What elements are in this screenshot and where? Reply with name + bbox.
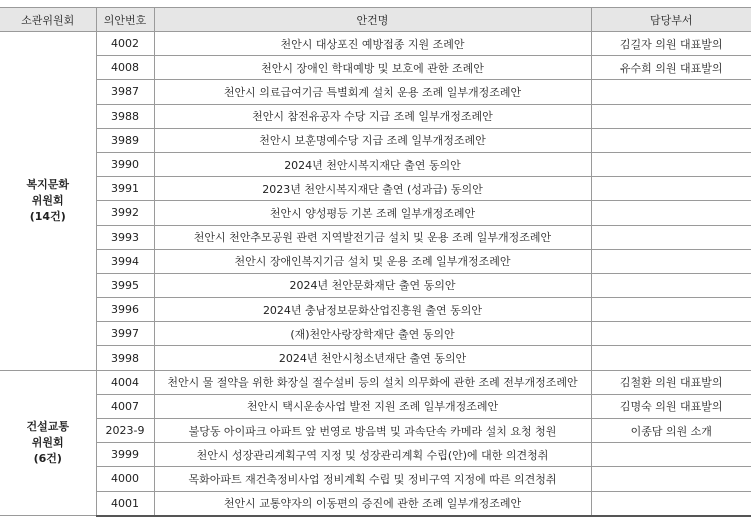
table-header-row: [0, 8, 751, 32]
bill-number-cell: 3991: [96, 177, 154, 201]
department-cell: 이종담 의원 소개: [591, 419, 751, 443]
department-cell: [591, 225, 751, 249]
agenda-title-cell: 천안시 택시운송사업 발전 지원 조례 일부개정조례안: [154, 394, 591, 418]
agenda-title-cell: 천안시 성장관리계획구역 지정 및 성장관리계획 수립(안)에 대한 의견청취: [154, 443, 591, 467]
department-cell: [591, 201, 751, 225]
bill-number-cell: 4004: [96, 370, 154, 394]
bill-number-cell: 4008: [96, 56, 154, 80]
agenda-title-cell: 천안시 물 절약을 위한 화장실 절수설비 등의 설치 의무화에 관한 조례 전부개정조례안: [154, 370, 591, 394]
agenda-title-cell: 2024년 천안시청소년재단 출연 동의안: [154, 346, 591, 370]
table-row: [0, 249, 751, 273]
agenda-title-cell: 2024년 충남정보문화산업진흥원 출연 동의안: [154, 298, 591, 322]
agenda-title-cell: 불당동 아이파크 아파트 앞 번영로 방음벽 및 과속단속 카메라 설치 요청 청원: [154, 419, 591, 443]
department-cell: [591, 152, 751, 176]
table-row: [0, 177, 751, 201]
header-committee: 소관위원회: [0, 8, 96, 32]
agenda-title-cell: 천안시 양성평등 기본 조례 일부개정조례안: [154, 201, 591, 225]
table-row: [0, 491, 751, 516]
table-row: [0, 346, 751, 370]
header-agenda-title: 안건명: [154, 8, 591, 32]
agenda-table: [0, 7, 751, 517]
department-cell: [591, 491, 751, 516]
department-cell: [591, 346, 751, 370]
committee-name-line: 위원회: [31, 435, 64, 449]
table-row: [0, 273, 751, 297]
bill-number-cell: 3998: [96, 346, 154, 370]
department-cell: [591, 128, 751, 152]
bill-number-cell: 3993: [96, 225, 154, 249]
bill-number-cell: 3996: [96, 298, 154, 322]
bill-number-cell: 3988: [96, 104, 154, 128]
table-row: [0, 419, 751, 443]
committee-name-line: (14건): [29, 209, 66, 223]
agenda-title-cell: 목화아파트 재건축정비사업 정비계획 수립 및 정비구역 지정에 따른 의견청취: [154, 467, 591, 491]
bill-number-cell: 3994: [96, 249, 154, 273]
agenda-title-cell: 천안시 천안추모공원 관련 지역발전기금 설치 및 운용 조례 일부개정조례안: [154, 225, 591, 249]
committee-name-line: 위원회: [31, 193, 64, 207]
table-row: [0, 394, 751, 418]
department-cell: [591, 298, 751, 322]
table-row: [0, 201, 751, 225]
header-department: 담당부서: [591, 8, 751, 32]
department-cell: [591, 273, 751, 297]
department-cell: 김철환 의원 대표발의: [591, 370, 751, 394]
bill-number-cell: 4001: [96, 491, 154, 516]
table-row: [0, 370, 751, 394]
bill-number-cell: 4007: [96, 394, 154, 418]
department-cell: [591, 467, 751, 491]
agenda-title-cell: 2023년 천안시복지재단 출연 (성과급) 동의안: [154, 177, 591, 201]
department-cell: 김길자 의원 대표발의: [591, 32, 751, 56]
header-bill-number: 의안번호: [96, 8, 154, 32]
bill-number-cell: 4000: [96, 467, 154, 491]
committee-cell: [0, 32, 96, 371]
agenda-title-cell: 천안시 장애인복지기금 설치 및 운용 조례 일부개정조례안: [154, 249, 591, 273]
table-row: [0, 128, 751, 152]
bill-number-cell: 3992: [96, 201, 154, 225]
agenda-title-cell: 천안시 의료급여기금 특별회계 설치 운용 조례 일부개정조례안: [154, 80, 591, 104]
bill-number-cell: 3989: [96, 128, 154, 152]
table-row: [0, 152, 751, 176]
committee-name-line: (6건): [33, 451, 62, 465]
table-row: [0, 467, 751, 491]
table-row: [0, 104, 751, 128]
bill-number-cell: 3990: [96, 152, 154, 176]
committee-name-line: 건설교통: [26, 419, 69, 433]
bill-number-cell: 2023-9: [96, 419, 154, 443]
department-cell: [591, 322, 751, 346]
agenda-title-cell: 2024년 천안시복지재단 출연 동의안: [154, 152, 591, 176]
agenda-title-cell: (재)천안사랑장학재단 출연 동의안: [154, 322, 591, 346]
bill-number-cell: 4002: [96, 32, 154, 56]
agenda-title-cell: 천안시 교통약자의 이동편의 증진에 관한 조례 일부개정조례안: [154, 491, 591, 516]
table-body: [0, 32, 751, 516]
table-row: [0, 32, 751, 56]
table-row: [0, 443, 751, 467]
department-cell: [591, 104, 751, 128]
department-cell: 김명숙 의원 대표발의: [591, 394, 751, 418]
committee-name-line: 복지문화: [26, 177, 69, 191]
department-cell: [591, 177, 751, 201]
bill-number-cell: 3987: [96, 80, 154, 104]
table-row: [0, 80, 751, 104]
agenda-title-cell: 천안시 장애인 학대예방 및 보호에 관한 조례안: [154, 56, 591, 80]
committee-cell: [0, 370, 96, 515]
department-cell: [591, 80, 751, 104]
table-row: [0, 298, 751, 322]
bill-number-cell: 3995: [96, 273, 154, 297]
bill-number-cell: 3997: [96, 322, 154, 346]
department-cell: 유수희 의원 대표발의: [591, 56, 751, 80]
agenda-title-cell: 2024년 천안문화재단 출연 동의안: [154, 273, 591, 297]
agenda-title-cell: 천안시 대상포진 예방접종 지원 조례안: [154, 32, 591, 56]
bill-number-cell: 3999: [96, 443, 154, 467]
department-cell: [591, 443, 751, 467]
table-row: [0, 225, 751, 249]
table-row: [0, 56, 751, 80]
department-cell: [591, 249, 751, 273]
agenda-title-cell: 천안시 보훈명예수당 지급 조례 일부개정조례안: [154, 128, 591, 152]
table-row: [0, 322, 751, 346]
agenda-title-cell: 천안시 참전유공자 수당 지급 조례 일부개정조례안: [154, 104, 591, 128]
